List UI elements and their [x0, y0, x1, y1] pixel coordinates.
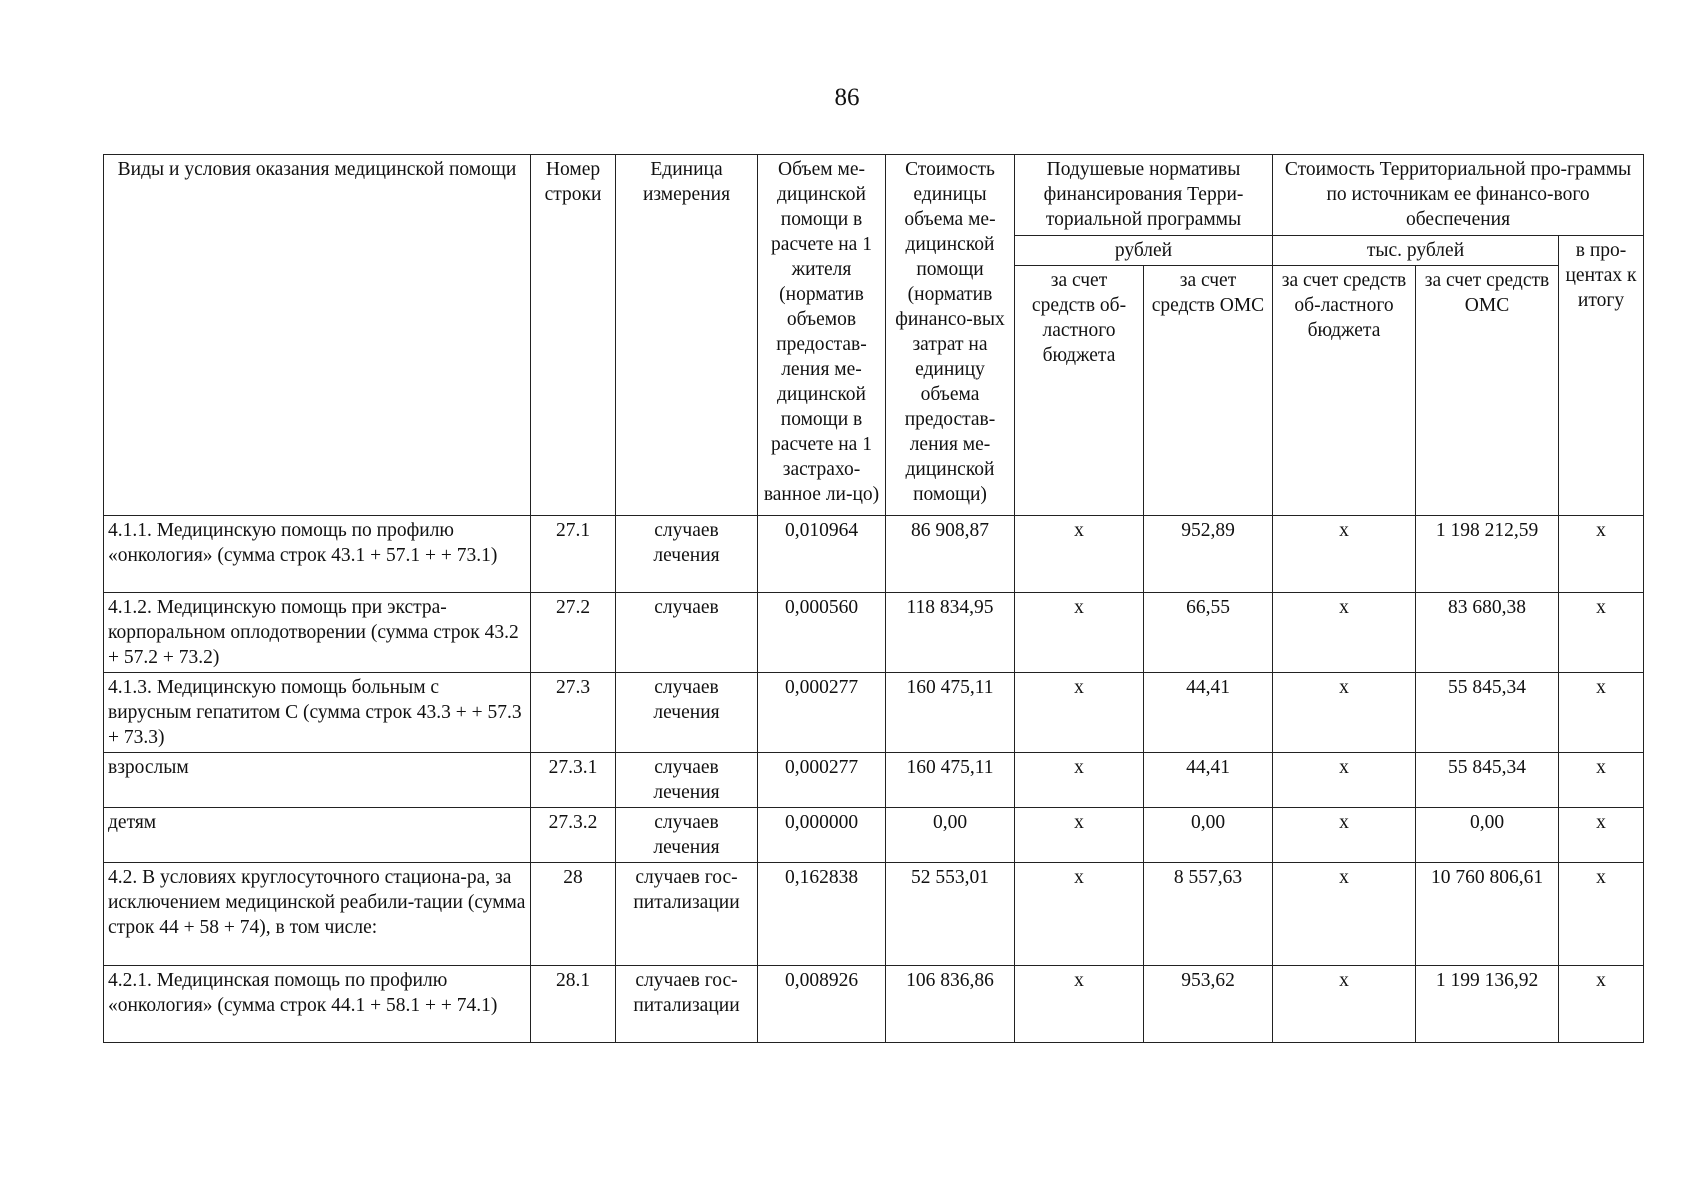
- header-percent-of-total: в про-центах к итогу: [1559, 236, 1644, 516]
- row-program-budget: х: [1273, 966, 1416, 1043]
- table-row: [104, 516, 1644, 593]
- table-row: [104, 593, 1644, 673]
- financing-table: [103, 154, 1644, 1043]
- row-per-capita-budget: х: [1015, 516, 1144, 593]
- row-per-capita-budget: х: [1015, 966, 1144, 1043]
- page-number: 86: [834, 84, 860, 111]
- table-row: [104, 863, 1644, 966]
- header-row-number: Номер строки: [531, 155, 616, 516]
- row-percent: х: [1559, 753, 1644, 808]
- row-program-budget: х: [1273, 753, 1416, 808]
- row-percent: х: [1559, 516, 1644, 593]
- table-row: [104, 673, 1644, 753]
- row-unit: случаев гос-питализации: [616, 966, 758, 1043]
- row-unit: случаев: [616, 593, 758, 673]
- row-program-budget: х: [1273, 593, 1416, 673]
- row-per-capita-oms: 44,41: [1144, 673, 1273, 753]
- row-unit: случаев лечения: [616, 673, 758, 753]
- row-per-capita-budget: х: [1015, 673, 1144, 753]
- row-name: 4.2.1. Медицинская помощь по профилю «онкология» (сумма строк 44.1 + 58.1 + + 74.1): [104, 966, 531, 1043]
- row-program-budget: х: [1273, 863, 1416, 966]
- row-volume: 0,000000: [758, 808, 886, 863]
- table-row: [104, 753, 1644, 808]
- row-per-capita-oms: 953,62: [1144, 966, 1273, 1043]
- row-percent: х: [1559, 673, 1644, 753]
- row-per-capita-oms: 8 557,63: [1144, 863, 1273, 966]
- header-volume: Объем ме-дицинской помощи в расчете на 1 жителя (норматив объемов предостав-ления ме-дицинской помощи в расчете на 1 застрахо-ванное ли-цо): [758, 155, 886, 516]
- table-row: [104, 966, 1644, 1043]
- table-row: [104, 808, 1644, 863]
- row-unit: случаев гос-питализации: [616, 863, 758, 966]
- row-per-capita-budget: х: [1015, 808, 1144, 863]
- row-name: 4.1.3. Медицинскую помощь больным с вирусным гепатитом С (сумма строк 43.3 + + 57.3 + 73.3): [104, 673, 531, 753]
- row-unit-cost: 86 908,87: [886, 516, 1015, 593]
- row-number: 27.3.1: [531, 753, 616, 808]
- row-number: 27.3.2: [531, 808, 616, 863]
- row-program-oms: 0,00: [1416, 808, 1559, 863]
- row-per-capita-budget: х: [1015, 753, 1144, 808]
- header-program-regional-budget: за счет средств об-ластного бюджета: [1273, 266, 1416, 516]
- row-program-oms: 55 845,34: [1416, 673, 1559, 753]
- row-unit-cost: 0,00: [886, 808, 1015, 863]
- row-number: 27.2: [531, 593, 616, 673]
- row-unit: случаев лечения: [616, 516, 758, 593]
- row-percent: х: [1559, 966, 1644, 1043]
- row-per-capita-oms: 952,89: [1144, 516, 1273, 593]
- header-kind: Виды и условия оказания медицинской помощи: [104, 155, 531, 516]
- row-percent: х: [1559, 808, 1644, 863]
- row-program-oms: 10 760 806,61: [1416, 863, 1559, 966]
- row-number: 28: [531, 863, 616, 966]
- row-name: 4.1.1. Медицинскую помощь по профилю «онкология» (сумма строк 43.1 + 57.1 + + 73.1): [104, 516, 531, 593]
- row-per-capita-oms: 66,55: [1144, 593, 1273, 673]
- row-program-oms: 83 680,38: [1416, 593, 1559, 673]
- header-unit-rub: рублей: [1015, 236, 1273, 266]
- row-name: 4.2. В условиях круглосуточного стациона-ра, за исключением медицинской реабили-тации (сумма строк 44 + 58 + 74), в том числе:: [104, 863, 531, 966]
- row-volume: 0,000560: [758, 593, 886, 673]
- row-per-capita-oms: 44,41: [1144, 753, 1273, 808]
- row-unit-cost: 160 475,11: [886, 673, 1015, 753]
- header-program-oms: за счет средств ОМС: [1416, 266, 1559, 516]
- row-per-capita-budget: х: [1015, 593, 1144, 673]
- row-name: детям: [104, 808, 531, 863]
- row-volume: 0,010964: [758, 516, 886, 593]
- row-unit: случаев лечения: [616, 753, 758, 808]
- header-per-capita-group: Подушевые нормативы финансирования Терри-ториальной программы: [1015, 155, 1273, 236]
- header-unit-cost: Стоимость единицы объема ме-дицинской помощи (норматив финансо-вых затрат на единицу объема предостав-ления ме-дицинской помощи): [886, 155, 1015, 516]
- header-unit: Единица измерения: [616, 155, 758, 516]
- header-per-capita-regional-budget: за счет средств об-ластного бюджета: [1015, 266, 1144, 516]
- header-program-cost-group: Стоимость Территориальной про-граммы по источникам ее финансо-вого обеспечения: [1273, 155, 1644, 236]
- row-program-budget: х: [1273, 673, 1416, 753]
- row-program-budget: х: [1273, 516, 1416, 593]
- row-volume: 0,000277: [758, 673, 886, 753]
- row-number: 27.1: [531, 516, 616, 593]
- row-volume: 0,000277: [758, 753, 886, 808]
- row-volume: 0,008926: [758, 966, 886, 1043]
- row-unit-cost: 106 836,86: [886, 966, 1015, 1043]
- row-number: 27.3: [531, 673, 616, 753]
- row-name: 4.1.2. Медицинскую помощь при экстра-корпоральном оплодотворении (сумма строк 43.2 + 57.2 + 73.2): [104, 593, 531, 673]
- row-program-budget: х: [1273, 808, 1416, 863]
- row-per-capita-budget: х: [1015, 863, 1144, 966]
- header-per-capita-oms: за счет средств ОМС: [1144, 266, 1273, 516]
- row-name: взрослым: [104, 753, 531, 808]
- row-program-oms: 55 845,34: [1416, 753, 1559, 808]
- row-program-oms: 1 199 136,92: [1416, 966, 1559, 1043]
- row-unit: случаев лечения: [616, 808, 758, 863]
- row-unit-cost: 160 475,11: [886, 753, 1015, 808]
- row-number: 28.1: [531, 966, 616, 1043]
- row-volume: 0,162838: [758, 863, 886, 966]
- row-unit-cost: 52 553,01: [886, 863, 1015, 966]
- row-program-oms: 1 198 212,59: [1416, 516, 1559, 593]
- row-percent: х: [1559, 863, 1644, 966]
- row-unit-cost: 118 834,95: [886, 593, 1015, 673]
- row-per-capita-oms: 0,00: [1144, 808, 1273, 863]
- row-percent: х: [1559, 593, 1644, 673]
- header-unit-thousand-rub: тыс. рублей: [1273, 236, 1559, 266]
